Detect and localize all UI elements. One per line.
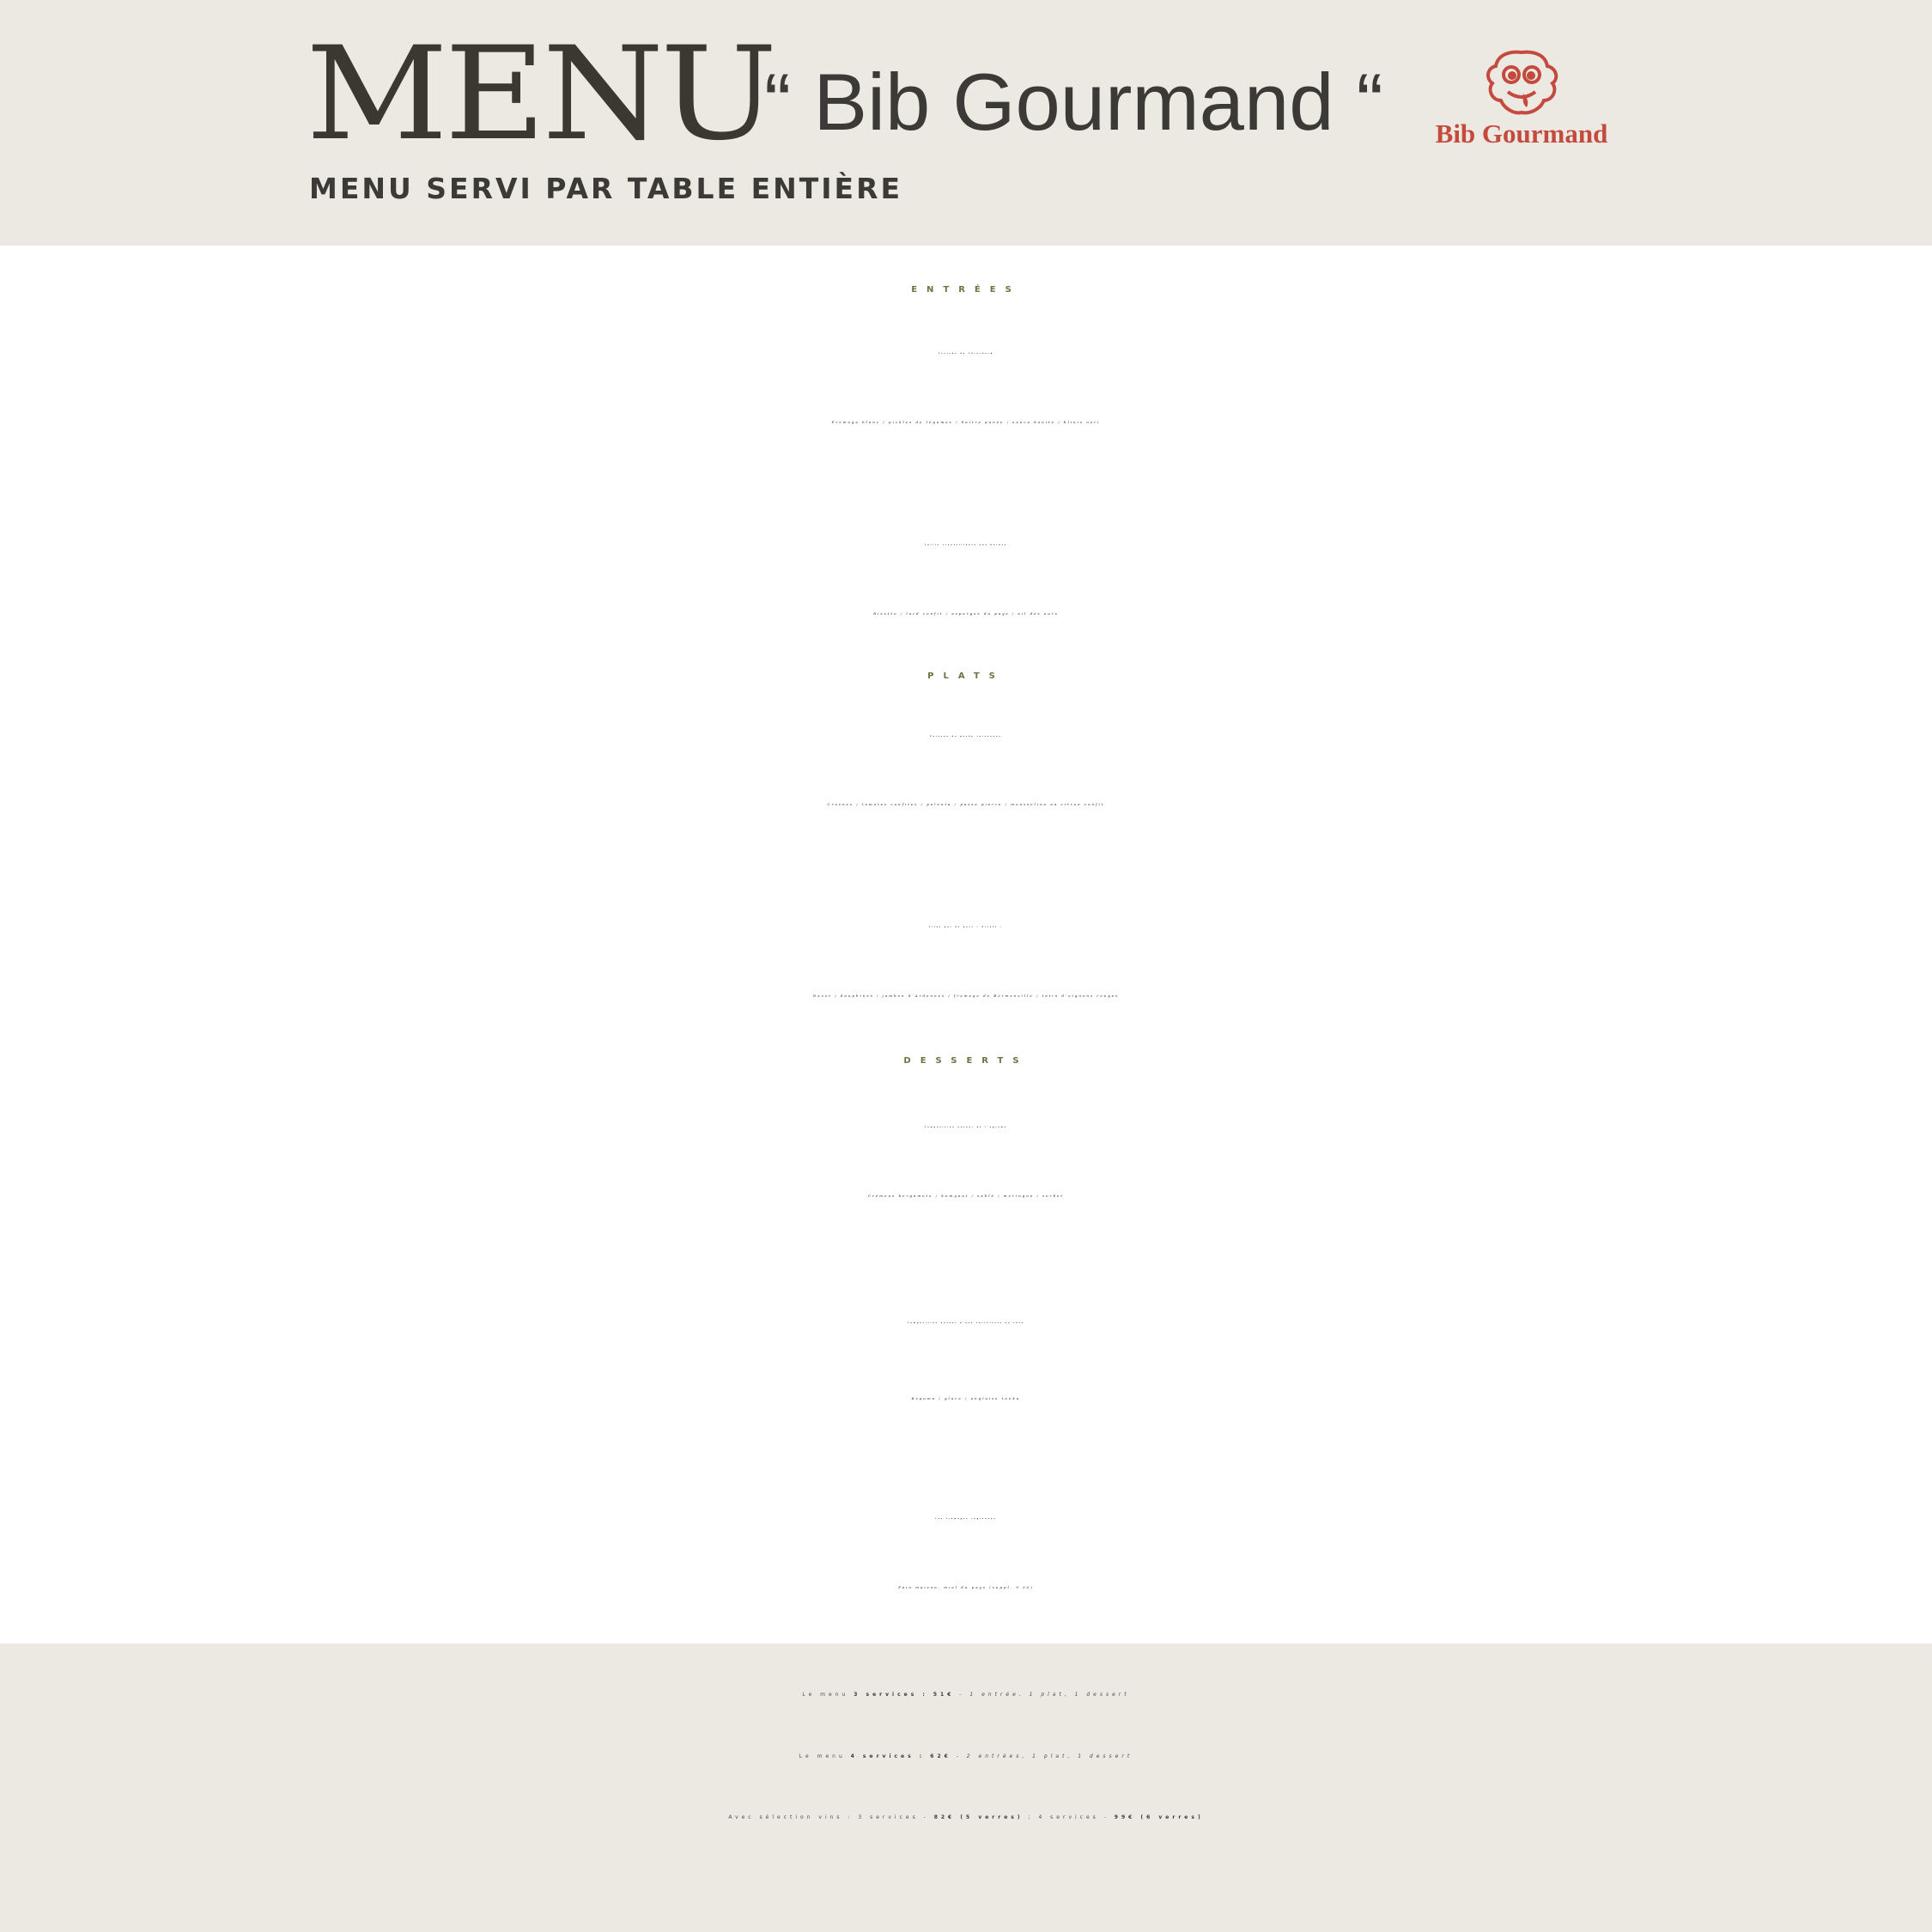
section-title-plats: PLATS	[927, 671, 1005, 681]
price-line-wine: Avec sélection vins : 3 services - 82€ (5 verres) ; 4 services - 99€ (6 verres)	[728, 1814, 1204, 1820]
served-note: MENU SERVI PAR TABLE ENTIÈRE	[309, 172, 903, 205]
bib-gourmand-logo	[1425, 47, 1618, 159]
dish-name: Caille croustillante aux herbes	[924, 544, 1008, 546]
menu-name: “ Bib Gourmand “	[764, 57, 1383, 147]
dish-description: Crémeux bergamote / kumquat / sablé / meringue / sorbet	[867, 1194, 1065, 1198]
or-separator	[0, 848, 1932, 890]
dish-description: Risotto / lard confit / asperges du pays / ail des ours	[873, 611, 1059, 616]
or-separator	[0, 1443, 1932, 1485]
header-band	[0, 0, 1932, 246]
menu-title: MENU	[306, 20, 775, 169]
dish-description: Fromage blanc / pickles de légumes / huitre panée / sauce bonite / blinis nori	[831, 420, 1101, 424]
dish-name: Composition autour d’une tartelette au café	[908, 1322, 1024, 1324]
pricing-band	[0, 1643, 1932, 1932]
dish-name: Filet pur de porc « Orloff »	[929, 927, 1003, 928]
group-note	[0, 1862, 1932, 1905]
dish-name: Les fromages régionaux	[935, 1518, 997, 1520]
section-title-entrees: ENTRÉES	[911, 285, 1021, 295]
price-line-3-services: Le menu 3 services : 51€ - 1 entrée, 1 plat, 1 dessert	[802, 1692, 1130, 1698]
dish-description: Pain maison, miel du pays (suppl. 9.00)	[898, 1585, 1034, 1589]
dish-name: Poisson de pèche raisonnée	[930, 736, 1002, 738]
dish-description: Crosnes / tomates confites / polenta / passe pierre / mousseline au citron confit	[827, 802, 1105, 806]
dish-name: Composition autour de l’agrume	[924, 1127, 1008, 1128]
dish-description: Espuma / glace / anglaise tonka	[911, 1396, 1021, 1400]
logo-text: Bib Gourmand	[1435, 118, 1608, 149]
or-separator	[0, 1246, 1932, 1289]
section-title-desserts: DESSERTS	[903, 1056, 1029, 1066]
price-line-4-services: Le menu 4 services : 62€ - 2 entrées, 1 plat, 1 dessert	[799, 1753, 1133, 1759]
dish-description: Navet / dauphines / jambon d’Ardennes / fromage de Bormenville / tatin d’oignons rouges	[812, 993, 1120, 998]
dish-name: Ceviche de Chinchard	[938, 353, 994, 355]
bibendum-icon	[1482, 47, 1561, 118]
or-separator	[0, 465, 1932, 508]
